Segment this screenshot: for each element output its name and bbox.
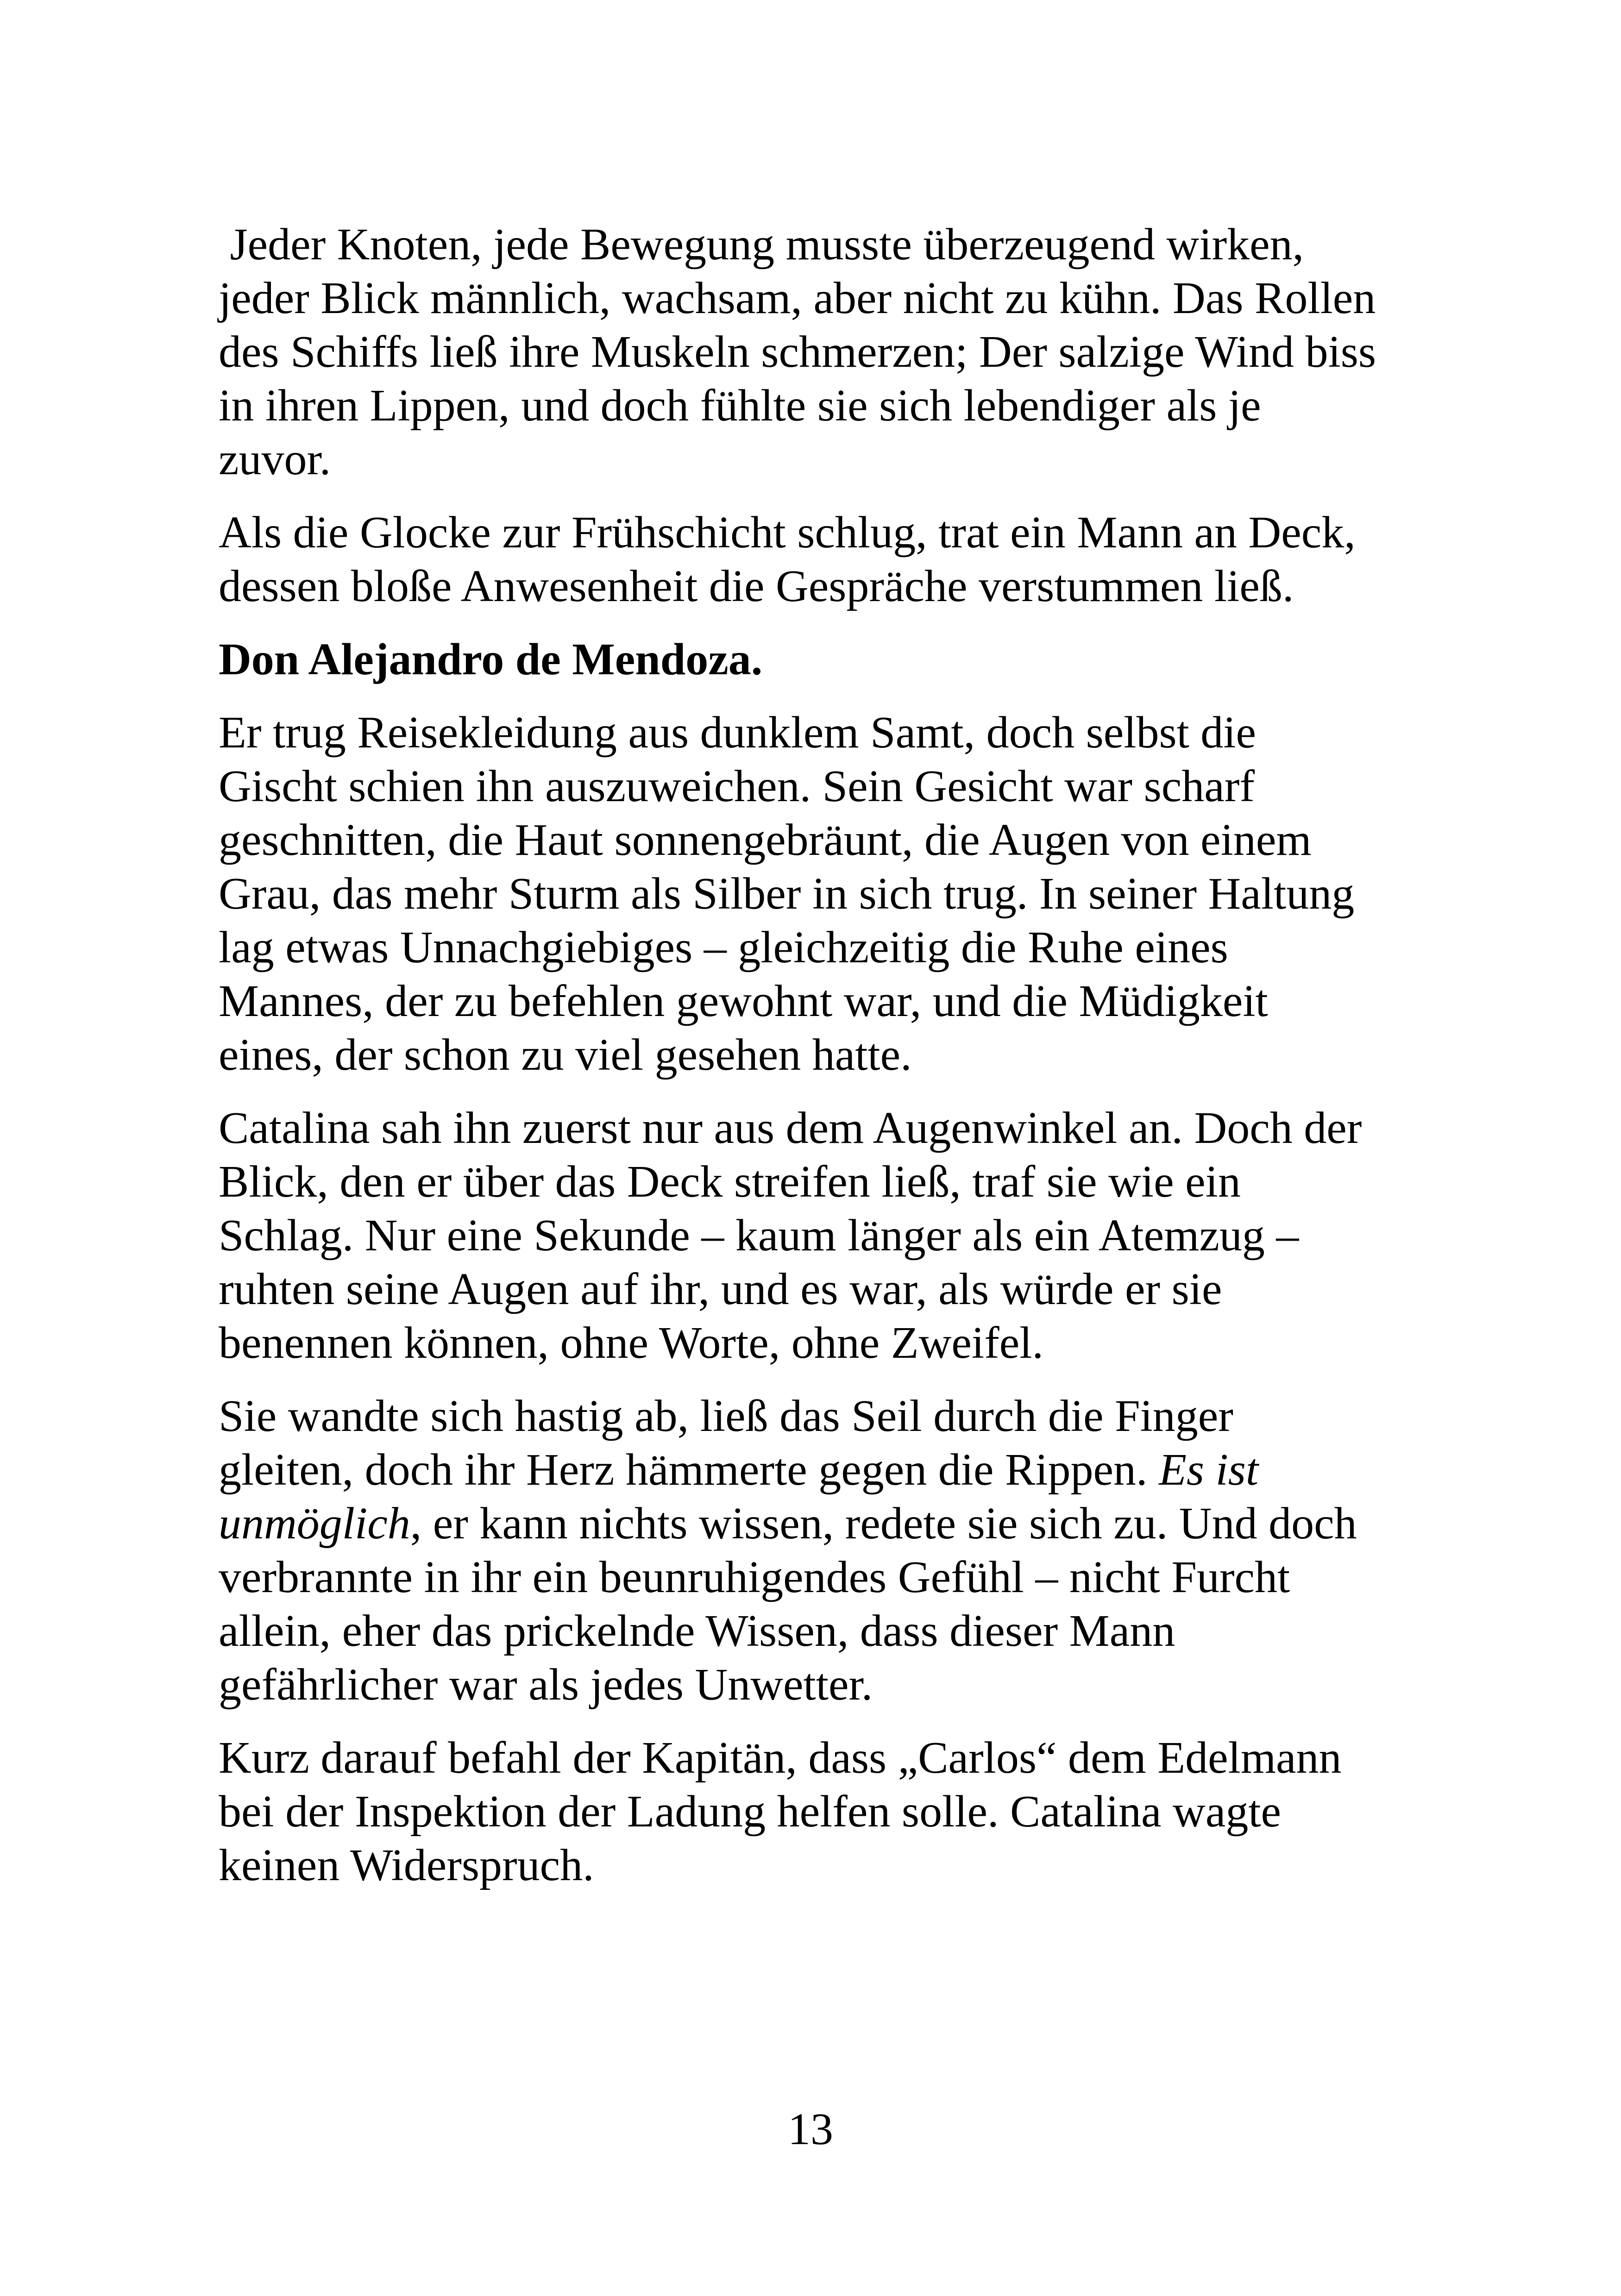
text-line: Mannes, der zu befehlen gewohnt war, und die Müdigkeit (219, 976, 1268, 1026)
character-name-heading (219, 633, 1423, 686)
text-line: geschnitten, die Haut sonnengebräunt, die Augen von einem (219, 815, 1312, 865)
text-line: lag etwas Unnachgiebiges – gleichzeitig die Ruhe eines (219, 922, 1228, 972)
text-line (219, 1443, 1423, 1497)
text-line: benennen können, ohne Worte, ohne Zweifel. (219, 1318, 1043, 1368)
text-line: gefährlicher war als jedes Unwetter. (219, 1660, 873, 1710)
text-line: keinen Widerspruch. (219, 1840, 594, 1890)
heading-text: Don Alejandro de Mendoza. (219, 634, 763, 684)
text-body (219, 218, 1423, 1912)
text-line: dessen bloße Anwesenheit die Gespräche verstummen ließ. (219, 561, 1294, 611)
text-line: Catalina sah ihn zuerst nur aus dem Augenwinkel an. Doch der (219, 1103, 1362, 1153)
paragraph-1 (219, 218, 1423, 486)
text-line: verbrannte in ihr ein beunruhigendes Gefühl – nicht Furcht (219, 1552, 1290, 1602)
text-line: Er trug Reisekleidung aus dunklem Samt, doch selbst die (219, 708, 1257, 758)
italic-text: Es ist (1159, 1445, 1259, 1495)
text-line: eines, der schon zu viel gesehen hatte. (219, 1030, 912, 1080)
paragraph-6 (219, 1731, 1423, 1892)
text-line: Jeder Knoten, jede Bewegung musste überzeugend wirken, (219, 220, 1304, 270)
text-line: Gischt schien ihn auszuweichen. Sein Gesicht war scharf (219, 761, 1255, 811)
paragraph-3 (219, 706, 1423, 1082)
text-line: zuvor. (219, 434, 331, 484)
text-line: Blick, den er über das Deck streifen ließ, traf sie wie ein (219, 1157, 1241, 1207)
paragraph-2 (219, 506, 1423, 613)
italic-text: unmöglich (219, 1499, 410, 1549)
text-line: Sie wandte sich hastig ab, ließ das Seil durch die Finger (219, 1391, 1233, 1441)
text-segment: gleiten, doch ihr Herz hämmerte gegen die Rippen. (219, 1445, 1159, 1495)
text-line: ruhten seine Augen auf ihr, und es war, als würde er sie (219, 1264, 1222, 1314)
text-line: Schlag. Nur eine Sekunde – kaum länger als ein Atemzug – (219, 1211, 1299, 1261)
text-line: in ihren Lippen, und doch fühlte sie sich lebendiger als je (219, 381, 1261, 431)
paragraph-4 (219, 1101, 1423, 1370)
text-line: allein, eher das prickelnde Wissen, dass dieser Mann (219, 1606, 1175, 1656)
paragraph-5 (219, 1389, 1423, 1712)
text-line: Grau, das mehr Sturm als Silber in sich trug. In seiner Haltung (219, 869, 1355, 919)
text-line: bei der Inspektion der Ladung helfen solle. Catalina wagte (219, 1787, 1282, 1837)
page-number: 13 (788, 2104, 833, 2154)
text-line: Als die Glocke zur Frühschicht schlug, trat ein Mann an Deck, (219, 508, 1356, 558)
text-line (219, 1497, 1423, 1550)
text-line: jeder Blick männlich, wachsam, aber nicht zu kühn. Das Rollen (219, 273, 1376, 323)
text-segment: , er kann nichts wissen, redete sie sich zu. Und doch (410, 1499, 1357, 1549)
text-line: Kurz darauf befahl der Kapitän, dass „Carlos“ dem Edelmann (219, 1733, 1342, 1783)
text-line: des Schiffs ließ ihre Muskeln schmerzen; Der salzige Wind biss (219, 327, 1376, 377)
